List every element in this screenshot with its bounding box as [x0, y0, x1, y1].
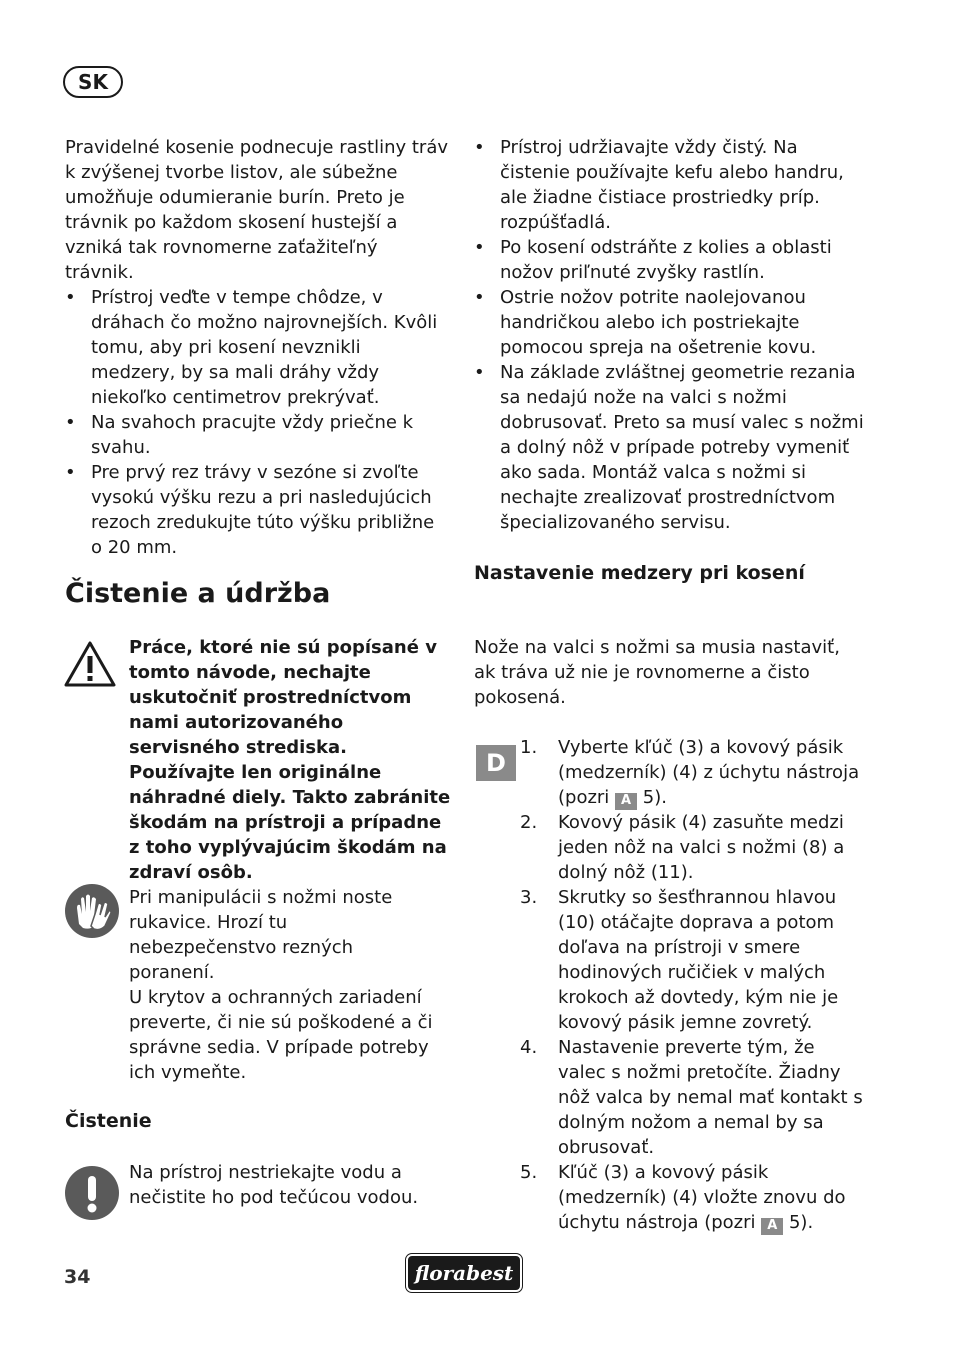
page-number: 34 [64, 1266, 91, 1288]
step-number: 3. [520, 887, 538, 908]
step-number: 5. [520, 1162, 538, 1183]
mowing-tips-list [65, 285, 450, 560]
cleaning-list [474, 135, 864, 535]
step-item [474, 885, 864, 1035]
warning-text: Práce, ktoré nie sú popísané v tomto návode, nechajte uskutočniť prostredníctvom nami autorizovaného servisného strediska. Používajte len originálne náhradné diely. Takto zabránite škodám na prístroji a prípadne z toho vyplývajúcim škodám na zdraví osôb. [129, 637, 451, 883]
adjustment-steps-list [474, 735, 864, 1235]
step-text: Skrutky so šesťhrannou hlavou (10) otáčajte doprava a potom doľava na prístroji v smere hodinových ručičiek v malých krokoch až dovtedy, kým nie je kovový pásik jemne zovretý. [558, 887, 839, 1033]
gap-intro-text: Nože na valci s nožmi sa musia nastaviť, ak tráva už nie je rovnomerne a čisto pokosená. [474, 637, 840, 708]
intro-paragraph: Pravidelné kosenie podnecuje rastliny tráv k zvýšenej tvorbe listov, ale súbežne umožňuje odumieranie burín. Preto je trávnik po každom skosení hustejší a vzniká tak rovnomerne zaťažiteľný trávnik. [65, 137, 449, 283]
step-text: Kľúč (3) a kovový pásik (medzerník) (4) vložte znovu do úchytu nástroja (pozri [558, 1162, 846, 1233]
step-text: Kovový pásik (4) zasuňte medzi jeden nôž na valci s nožmi (8) a dolný nôž (11). [558, 812, 845, 883]
list-item: • Prístroj veďte v tempe chôdze, v dráhach čo možno najrovnejších. Kvôli tomu, aby pri kosení nevznikli medzery, by sa mali dráhy vždy niekoľko centimetrov prekrývať. [65, 285, 450, 410]
section-title-gap-setting: Nastavenie medzery pri kosení [474, 562, 805, 584]
figure-a-ref: A [615, 793, 637, 810]
exclamation-icon [65, 1166, 119, 1220]
list-item: • Po kosení odstráňte z kolies a oblasti nožov priľnuté zvyšky rastlín. [474, 235, 864, 285]
gloves-text: Pri manipulácii s nožmi noste rukavice. Hrozí tu nebezpečenstvo rezných poranení. [129, 887, 393, 983]
list-item: • Pre prvý rez trávy v sezóne si zvoľte vysokú výšku rezu a pri nasledujúcich rezoch zredukujte túto výšku približne o 20 mm. [65, 460, 450, 560]
step-item [474, 1035, 864, 1160]
step-item [474, 1160, 864, 1235]
list-item: • Prístroj udržiavajte vždy čistý. Na čistenie používajte kefu alebo handru, ale žiadne čistiace prostriedky príp. rozpúšťadlá. [474, 135, 864, 235]
water-warning-text: Na prístroj nestriekajte vodu a nečistite ho pod tečúcou vodou. [129, 1162, 419, 1208]
step-item [474, 735, 864, 810]
warning-icon [63, 640, 117, 688]
brand-logo: florabest [406, 1254, 522, 1292]
figure-d-label: D [476, 745, 516, 781]
step-item [474, 810, 864, 885]
step-number: 2. [520, 812, 538, 833]
step-number: 4. [520, 1037, 538, 1058]
language-badge: SK [63, 66, 123, 98]
section-title-cleaning-maintenance: Čistenie a údržba [65, 578, 331, 609]
step-text-end: 5). [788, 1212, 814, 1233]
list-item: • Ostrie nožov potrite naolejovanou handričkou alebo ich postriekajte pomocou spreja na ošetrenie kovu. [474, 285, 864, 360]
list-item: • Na svahoch pracujte vždy priečne k svahu. [65, 410, 450, 460]
step-number: 1. [520, 737, 538, 758]
figure-a-ref: A [761, 1218, 783, 1235]
list-item: • Na základe zvláštnej geometrie rezania sa nedajú nože na valci s nožmi dobrusovať. Preto sa musí valec s nožmi a dolný nôž v prípade potreby vymeniť ako sada. Montáž valca s nožmi si nechajte zrealizovať prostredníctvom špecializovaného servisu. [474, 360, 864, 535]
subsection-title-cleaning: Čistenie [65, 1110, 152, 1132]
gloves-icon [65, 884, 119, 938]
step-text: Vyberte kľúč (3) a kovový pásik (medzerník) (4) z úchytu nástroja (pozri [558, 737, 860, 808]
check-covers-text: U krytov a ochranných zariadení preverte, či nie sú poškodené a či správne sedia. V prípade potreby ich vymeňte. [129, 987, 433, 1083]
step-text: Nastavenie preverte tým, že valec s nožmi pretočíte. Žiadny nôž valca by nemal mať kontakt s dolným nožom a nemal by sa obrusovať. [558, 1037, 863, 1158]
step-text-end: 5). [642, 787, 667, 808]
